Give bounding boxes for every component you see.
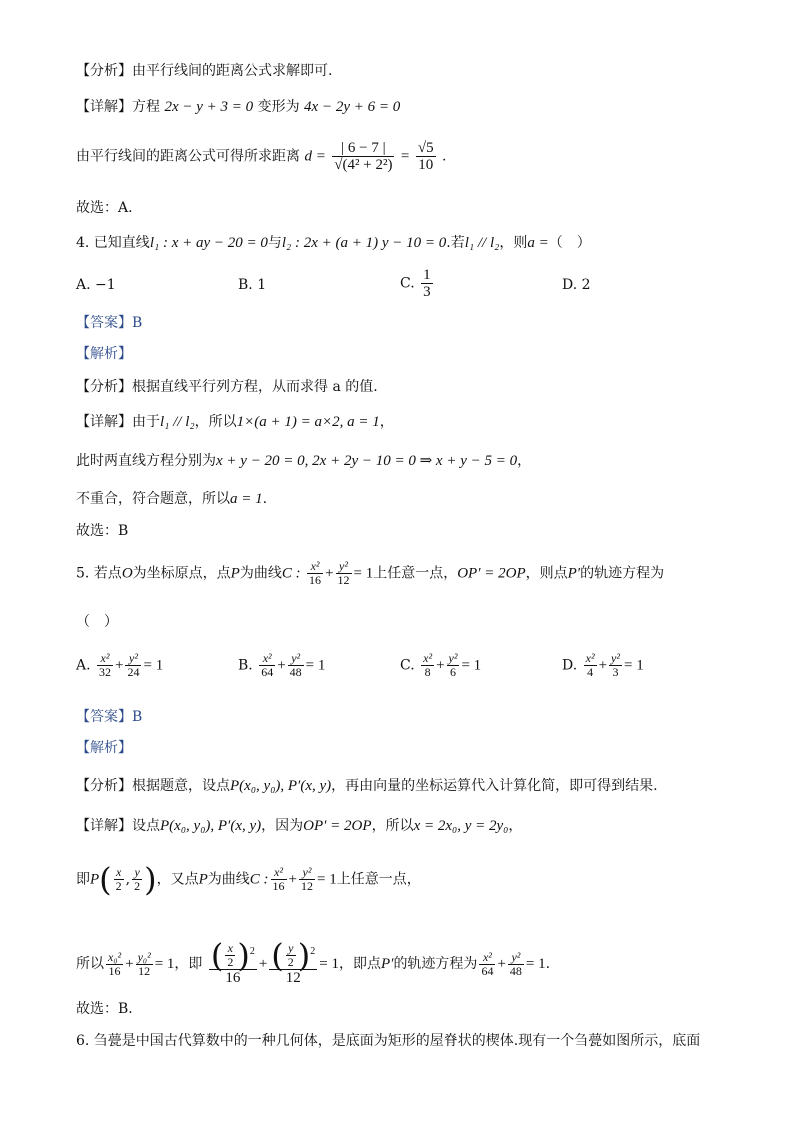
q5-substitution: 即P( $\frac{x}{2}$ , $\frac{y}{2}$ )，又点P为曲线C : $\frac{\text{x²}}{16}$ + $\frac{\text{y²}}{12}$ = 1上任意一点， — [76, 860, 421, 899]
q5-detail: 【详解】设点P(x₀, y₀), P′(x, y)，因为OP′ = 2OP，所以x = 2x₀, y = 2y₀， — [76, 818, 523, 834]
q5-option-c: C. $\frac{\text{x²}}{8}$ + $\frac{\text{y²}}{6}$ = 1 — [400, 651, 482, 679]
choice-line-q3: 故选：A. — [76, 200, 133, 216]
distance-fraction: $\frac{| 6 - 7 |}{\text{√(4² + 2²)}}$ — [334, 140, 393, 173]
q5-explanation-heading: 【解析】 — [76, 740, 132, 756]
q4-answer: 【答案】B — [76, 315, 143, 331]
q5-analysis: 【分析】根据题意，设点P(x₀, y₀), P′(x, y)，再由向量的坐标运算代入计算化简，即可得到结果. — [76, 778, 658, 794]
q4-choice: 故选：B — [76, 523, 129, 539]
distance-formula-line: 由平行线间的距离公式可得所求距离 d = $\frac{| 6 - 7 |}{\text{√(4² + 2²)}}$ = $\frac{√5}{10}$ . — [76, 140, 447, 173]
result-fraction: $\frac{√5}{10}$ — [417, 140, 434, 173]
q4-line-equations: 此时两直线方程分别为x + y − 20 = 0, 2x + 2y − 10 = 0 ⇒ x + y − 5 = 0， — [76, 453, 532, 469]
q5-answer: 【答案】B — [76, 709, 143, 725]
q5-choice: 故选：B. — [76, 1001, 133, 1017]
analysis-line-q3: 【分析】由平行线间的距离公式求解即可. — [76, 63, 333, 79]
q4-detail: 【详解】由于l₁ // l₂，所以1×(a + 1) = a×2, a = 1， — [76, 414, 394, 430]
q4-option-c: C. $\frac{1}{3}$ — [400, 267, 431, 300]
q5-option-d: D. $\frac{\text{x²}}{4}$ + $\frac{\text{y²}}{3}$ = 1 — [562, 651, 644, 679]
q5-option-a: A. $\frac{\text{x²}}{32}$ + $\frac{\text{y²}}{24}$ = 1 — [76, 651, 164, 679]
q4-option-a: A. −1 — [76, 277, 116, 293]
q5-option-b: B. $\frac{\text{x²}}{64}$ + $\frac{\text{y²}}{48}$ = 1 — [238, 651, 326, 679]
q4-analysis: 【分析】根据直线平行列方程，从而求得 a 的值. — [76, 379, 378, 395]
question-4-stem: 4. 已知直线l₁ : x + ay − 20 = 0与l₂ : 2x + (a + 1) y − 10 = 0.若l₁ // l₂，则a =（ ） — [76, 235, 591, 251]
question-6-stem: 6. 刍甍是中国古代算数中的一种几何体，是底面为矩形的屋脊状的楔体.现有一个刍甍如图所示，底面 — [76, 1033, 701, 1049]
question-5-blank: （ ） — [76, 614, 118, 630]
q4-option-d: D. 2 — [562, 277, 591, 293]
q4-conclusion: 不重合，符合题意，所以a = 1. — [76, 491, 268, 507]
q4-option-b: B. 1 — [238, 277, 267, 293]
q5-result: 所以 $\frac{\text{x₀²}}{16}$ + $\frac{\text{y₀²}}{12}$ = 1，即 ( $\frac{x}{2}$ )$^2$ 16 + ( $\frac{y}{2}$ )$^2$ 12 = 1，即点P′的轨迹方程为 $\frac{\text{x²}}{64}$ + $\frac{\text{y²}}{48}$ = 1. — [76, 936, 551, 986]
detail-line-q3: 【详解】方程 2x − y + 3 = 0 变形为 4x − 2y + 6 = 0 — [76, 99, 401, 115]
question-5-stem: 5. 若点O为坐标原点，点P为曲线C : $\frac{\text{x²}}{16}$ + $\frac{\text{y²}}{12}$ = 1上任意一点，OP′ = 2OP，则点P′的轨迹方程为 — [76, 559, 665, 587]
q4-explanation-heading: 【解析】 — [76, 346, 132, 362]
